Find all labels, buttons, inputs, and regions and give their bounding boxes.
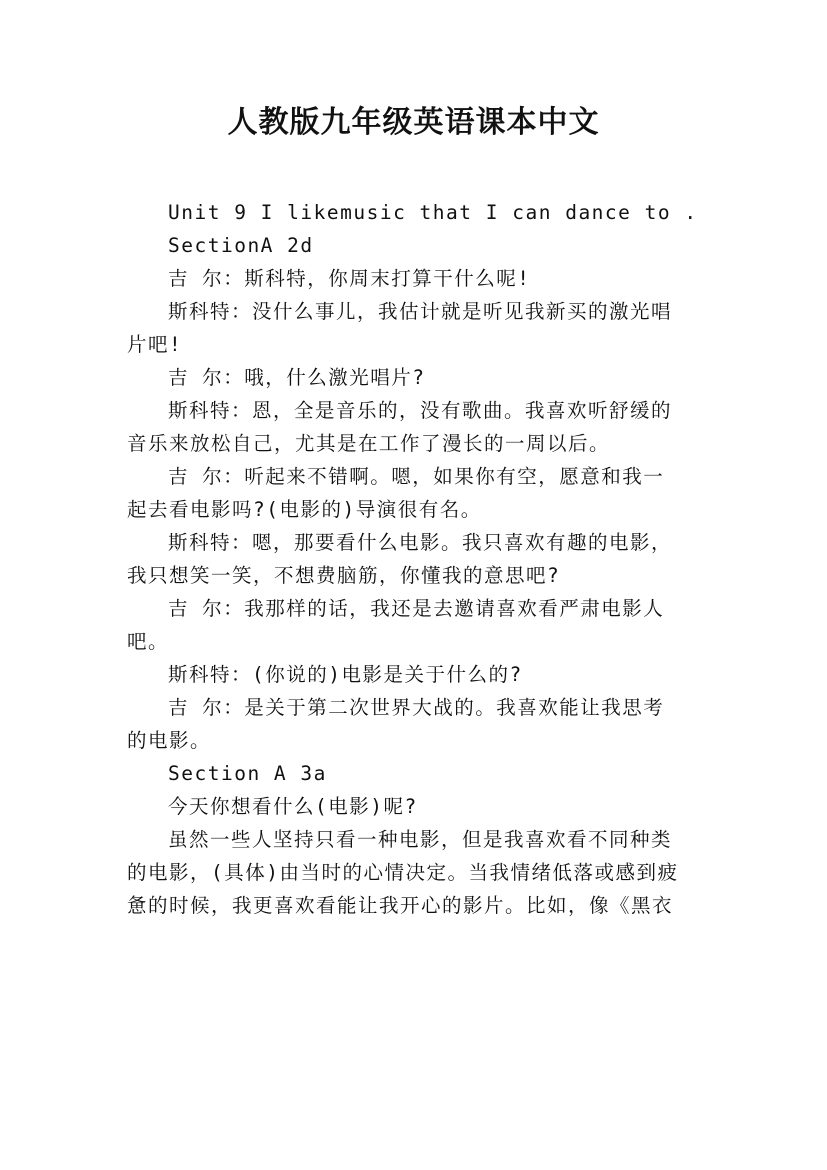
paragraph-line: 斯科特：嗯，那要看什么电影。我只喜欢有趣的电影， xyxy=(168,531,673,554)
paragraph xyxy=(127,658,707,691)
paragraph-line: 今天你想看什么(电影)呢? xyxy=(168,795,418,818)
paragraph xyxy=(127,823,707,922)
paragraph xyxy=(127,691,707,757)
paragraph-line: 的电影。 xyxy=(127,729,212,752)
paragraph-line: 片吧! xyxy=(127,333,183,356)
paragraph-line: 音乐来放松自己，尤其是在工作了漫长的一周以后。 xyxy=(127,432,611,455)
paragraph-line: 吧。 xyxy=(127,630,170,653)
paragraph-line: 起去看电影吗?(电影的)导演很有名。 xyxy=(127,498,482,521)
paragraph-line: SectionA 2d xyxy=(168,234,314,257)
paragraph-line: Section A 3a xyxy=(168,762,327,785)
paragraph-line: 虽然一些人坚持只看一种电影，但是我喜欢看不同种类 xyxy=(168,828,673,851)
paragraph-line: 吉 尔：听起来不错啊。嗯，如果你有空，愿意和我一 xyxy=(168,465,665,488)
paragraph-line: 斯科特：(你说的)电影是关于什么的? xyxy=(168,663,523,686)
paragraph xyxy=(127,526,707,592)
paragraph-line: Unit 9 I likemusic that I can dance to . xyxy=(168,201,698,224)
paragraph-line: 斯科特：恩，全是音乐的，没有歌曲。我喜欢听舒缓的 xyxy=(168,399,673,422)
paragraph-line: 斯科特：没什么事儿，我估计就是听见我新买的激光唱 xyxy=(168,300,673,323)
paragraph xyxy=(127,196,707,229)
paragraph-line: 吉 尔：哦，什么激光唱片? xyxy=(168,366,426,389)
paragraph xyxy=(127,790,707,823)
paragraph xyxy=(127,460,707,526)
paragraph xyxy=(127,361,707,394)
paragraph xyxy=(127,394,707,460)
paragraph-line: 吉 尔：我那样的话，我还是去邀请喜欢看严肃电影人 xyxy=(168,597,665,620)
paragraph xyxy=(127,757,707,790)
paragraph-line: 我只想笑一笑，不想费脑筋，你懂我的意思吧? xyxy=(127,564,561,587)
paragraph xyxy=(127,295,707,361)
paragraph-line: 的电影，(具体)由当时的心情决定。当我情绪低落或感到疲 xyxy=(127,861,679,884)
paragraph-line: 惫的时候，我更喜欢看能让我开心的影片。比如，像《黑衣 xyxy=(127,894,674,917)
paragraph xyxy=(127,229,707,262)
paragraph-line: 吉 尔：斯科特，你周末打算干什么呢! xyxy=(168,267,531,290)
document-body xyxy=(127,196,707,922)
paragraph xyxy=(127,592,707,658)
document-title: 人教版九年级英语课本中文 xyxy=(227,105,600,140)
paragraph-line: 吉 尔：是关于第二次世界大战的。我喜欢能让我思考 xyxy=(168,696,665,719)
paragraph xyxy=(127,262,707,295)
